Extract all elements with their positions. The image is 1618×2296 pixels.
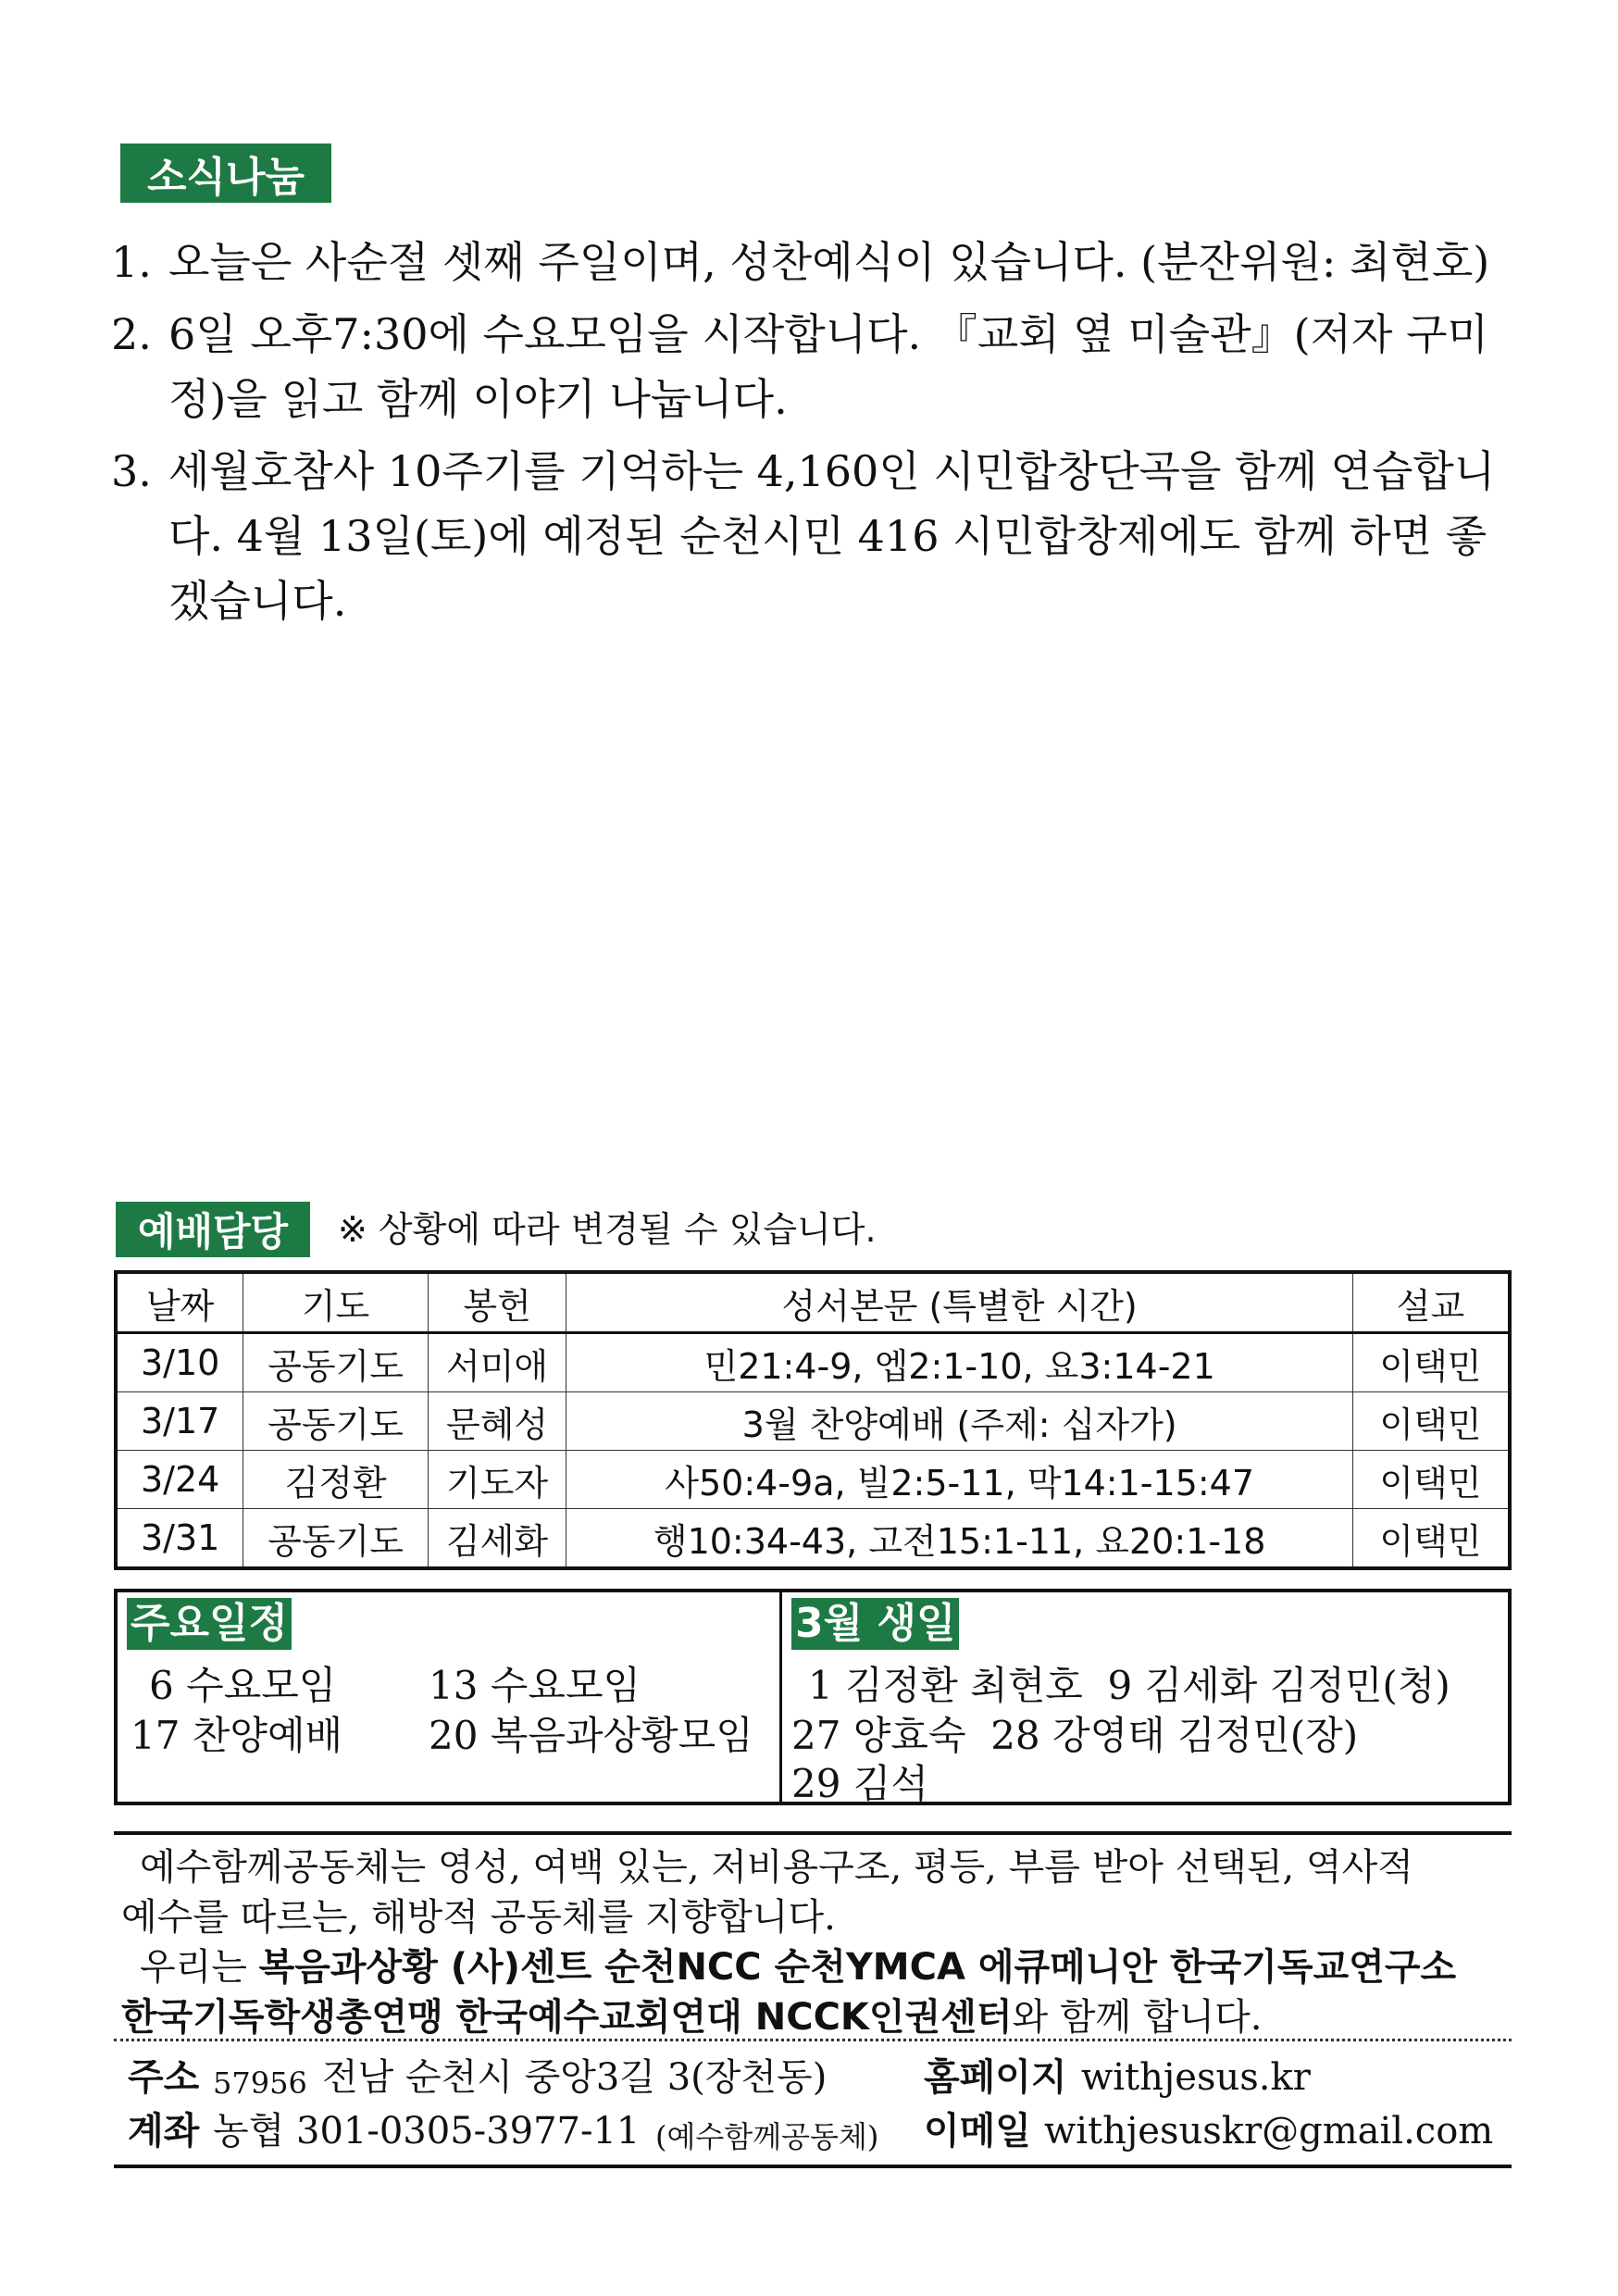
cell-sermon: 이택민: [1352, 1333, 1510, 1392]
mission-statement: [114, 1831, 1512, 2042]
partners-orgs: 한국기독학생총연맹 한국예수교회연대 NCCK인권센터: [121, 1996, 1013, 2039]
mission-line: 예수함께공동체는 영성, 여백 있는, 저비용구조, 평등, 부름 받아 선택된, 역사적: [140, 1846, 1413, 1889]
news-item: [111, 230, 1500, 294]
news-item-number: 3.: [111, 446, 152, 496]
header-scripture: 성서본문 (특별한 시간): [566, 1272, 1353, 1333]
header-date: 날짜: [116, 1272, 243, 1333]
partners-prefix: 우리는: [140, 1946, 247, 1989]
news-item-text: 세월호참사 10주기를 기억하는 4,160인 시민합창단곡을 함께 연습합니다. 4월 13일(토)에 예정된 순천시민 416 시민합창제에도 함께 하면 좋겠습니다.: [168, 446, 1496, 626]
cell-sermon: 이택민: [1352, 1509, 1510, 1569]
news-item-number: 1.: [111, 237, 152, 287]
account-holder: (예수함께공동체): [655, 2119, 879, 2154]
address-text: 전남 순천시 중앙3길 3(장천동): [322, 2056, 828, 2099]
schedule-title: 주요일정: [127, 1598, 292, 1650]
cell-scripture: 3월 찬양예배 (주제: 십자가): [566, 1392, 1353, 1451]
table-row: [116, 1392, 1510, 1451]
cell-offering: 서미애: [428, 1333, 566, 1392]
cell-prayer: 공동기도: [243, 1333, 428, 1392]
cell-prayer: 김정환: [243, 1451, 428, 1509]
cell-scripture: 민21:4-9, 엡2:1-10, 요3:14-21: [566, 1333, 1353, 1392]
homepage-link[interactable]: withjesus.kr: [1081, 2056, 1311, 2099]
info-box: [114, 1589, 1512, 1805]
dotted-divider: [114, 2039, 1512, 2041]
news-section-title: 소식나눔: [120, 144, 331, 203]
partners-orgs: 복음과상황 (사)센트 순천NCC 순천YMCA 에큐메니안 한국기독교연구소: [258, 1946, 1457, 1989]
email-link[interactable]: withjesuskr@gmail.com: [1044, 2110, 1494, 2152]
mission-line: 예수를 따르는, 해방적 공동체를 지향합니다.: [121, 1896, 836, 1939]
cell-prayer: 공동기도: [243, 1509, 428, 1569]
birthday-title: 3월 생일: [791, 1598, 959, 1650]
cell-date: 3/31: [116, 1509, 243, 1569]
cell-date: 3/24: [116, 1451, 243, 1509]
header-sermon: 설교: [1352, 1272, 1510, 1333]
cell-offering: 기도자: [428, 1451, 566, 1509]
cell-scripture: 사50:4-9a, 빌2:5-11, 막14:1-15:47: [566, 1451, 1353, 1509]
birthday-line: 1 김정환 최현호 9 김세화 김정민(청): [808, 1663, 1450, 1708]
news-item-text: 오늘은 사순절 셋째 주일이며, 성찬예식이 있습니다. (분잔위원: 최현호): [168, 237, 1490, 287]
cell-date: 3/10: [116, 1333, 243, 1392]
schedule-item: 6 수요모임: [149, 1663, 337, 1708]
cell-scripture: 행10:34-43, 고전15:1-11, 요20:1-18: [566, 1509, 1353, 1569]
birthday-line: 29 김석: [791, 1761, 928, 1806]
table-row: [116, 1333, 1510, 1392]
birthday-panel: [782, 1592, 1508, 1806]
news-item-text: 6일 오후7:30에 수요모임을 시작합니다. 『교회 옆 미술관』(저자 구미정)을 읽고 함께 이야기 나눕니다.: [168, 309, 1488, 424]
email-label: 이메일: [924, 2110, 1031, 2152]
service-section-title: 예배담당: [116, 1202, 310, 1257]
partners-line: [114, 1942, 1512, 1992]
cell-prayer: 공동기도: [243, 1392, 428, 1451]
header-prayer: 기도: [243, 1272, 428, 1333]
cell-offering: 문혜성: [428, 1392, 566, 1451]
bottom-rule: [114, 2165, 1512, 2168]
service-note: ※ 상황에 따라 변경될 수 있습니다.: [338, 1209, 877, 1250]
news-item: [111, 439, 1500, 633]
cell-date: 3/17: [116, 1392, 243, 1451]
address-zip: 57956: [213, 2065, 307, 2101]
account-label: 계좌: [128, 2110, 200, 2152]
news-item-number: 2.: [111, 309, 152, 359]
cell-offering: 김세화: [428, 1509, 566, 1569]
table-row: [116, 1509, 1510, 1569]
partners-suffix: 와 함께 합니다.: [1012, 1996, 1263, 2039]
cell-sermon: 이택민: [1352, 1392, 1510, 1451]
service-duty-table: [114, 1270, 1512, 1570]
schedule-item: 13 수요모임: [429, 1663, 641, 1708]
partners-line: [114, 1992, 1512, 2042]
news-list: [111, 230, 1500, 641]
header-offering: 봉헌: [428, 1272, 566, 1333]
account-number: 농협 301-0305-3977-11: [213, 2110, 641, 2152]
cell-sermon: 이택민: [1352, 1451, 1510, 1509]
news-item: [111, 302, 1500, 431]
birthday-line: 27 양효숙 28 강영태 김정민(장): [791, 1713, 1359, 1758]
schedule-item: 20 복음과상황모임: [429, 1713, 753, 1758]
schedule-panel: [118, 1592, 782, 1802]
schedule-item: 17 찬양예배: [131, 1713, 343, 1758]
address-label: 주소: [128, 2056, 200, 2099]
homepage-label: 홈페이지: [924, 2056, 1067, 2099]
table-row: [116, 1451, 1510, 1509]
table-header-row: [116, 1272, 1510, 1333]
